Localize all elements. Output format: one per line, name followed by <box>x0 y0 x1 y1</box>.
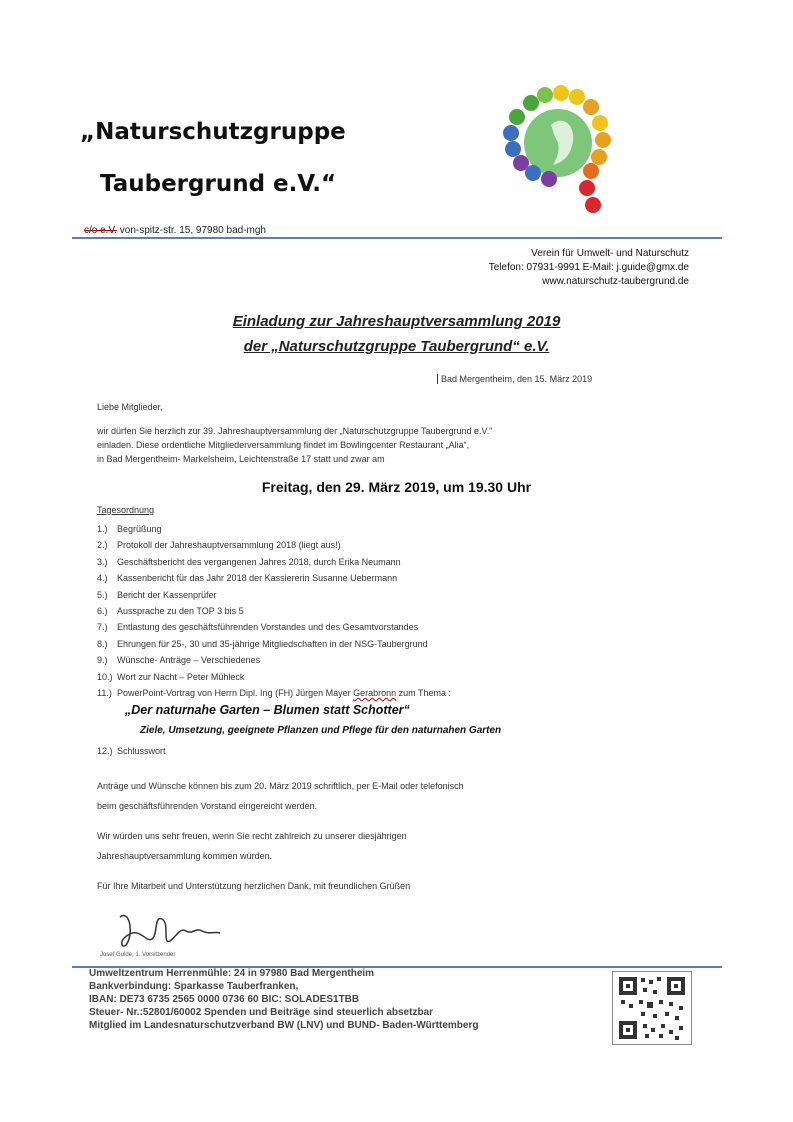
requests-paragraph: Anträge und Wünsche können bis zum 20. März 2019 schriftlich, per E-Mail oder telefonisch beim geschäftsführenden Vorstand eingereicht werden. <box>97 781 464 811</box>
contact-line: www.naturschutz-taubergrund.de <box>542 276 689 287</box>
agenda-item: 11.) PowerPoint-Vortrag von Herrn Dipl. Ing (FH) Jürgen Mayer Gerabronn zum Thema : <box>97 687 452 698</box>
agenda-item: 4.) Kassenbericht für das Jahr 2018 der Kassiererin Susanne Uebermann <box>97 573 398 584</box>
agenda-item: 1.) Begrüßung <box>97 524 162 534</box>
org-title-line1: „Naturschutzgruppe <box>80 119 346 145</box>
agenda-item-last: 12.) Schlusswort <box>97 746 166 756</box>
spellcheck-marked-word: Gerabronn <box>353 687 397 698</box>
agenda-item: 2.) Protokoll der Jahreshauptversammlung 2018 (liegt aus!) <box>97 540 341 551</box>
address-text: von-spitz-str. 15, 97980 bad-mgh <box>119 225 266 236</box>
agenda-item: 7.) Entlastung des geschäftsführenden Vorstandes und des Gesamtvorstandes <box>97 622 419 633</box>
qr-code-icon <box>612 971 692 1045</box>
closing-paragraph: Wir würden uns sehr freuen, wenn Sie recht zahlreich zu unserer diesjährigen Jahreshauptversammlung kommen würden. <box>97 831 407 861</box>
contact-line: Telefon: 07931-9991 E-Mail: j.guide@gmx.de <box>488 262 689 273</box>
contact-line: Verein für Umwelt- und Naturschutz <box>531 248 689 259</box>
invitation-heading-line2: der „Naturschutzgruppe Taubergrund“ e.V. <box>243 338 550 355</box>
agenda-item: 10.) Wort zur Nacht – Peter Mühleck <box>97 671 245 682</box>
agenda-item: 6.) Aussprache zu den TOP 3 bis 5 <box>97 605 244 616</box>
agenda-item: 5.) Bericht der Kassenprüfer <box>97 589 217 600</box>
agenda-item: 9.) Wünsche- Anträge – Verschiedenes <box>97 655 261 666</box>
intro-line: einladen. Diese ordentliche Mitgliederversammlung findet im Bowlingcenter Restaurant „Alia“, <box>97 440 470 450</box>
contact-block <box>489 247 689 289</box>
address-line <box>84 225 266 236</box>
footer-block: Umweltzentrum Herrenmühle: 24 in 97980 Bad Mergentheim Bankverbindung: Sparkasse Tauberfranken, IBAN: DE73 6735 2565 0000 0736 60 BIC: SOLADES1TBB Steuer- Nr.:52801/60002 Spenden und Beiträge sind steuerlich absetzbar Mitglied im Landesnaturschutzverband BW (LNV) und BUND- Baden-Württemberg <box>89 968 479 1031</box>
talk-subtitle: Ziele, Umsetzung, geeignete Pflanzen und Pflege für den naturnahen Garten <box>140 725 502 736</box>
intro-line: wir dürfen Sie herzlich zur 39. Jahreshauptversammlung der „Naturschutzgruppe Taubergrund e.V.“ <box>97 426 493 436</box>
address-struck: c/o e.V. <box>84 225 117 236</box>
invitation-heading-line1: Einladung zur Jahreshauptversammlung 2019 <box>232 313 561 330</box>
agenda-item: 3.) Geschäftsbericht des vergangenen Jahres 2018, durch Erika Neumann <box>97 556 401 567</box>
date-line: Bad Mergentheim, den 15. März 2019 <box>437 374 592 384</box>
agenda-heading: Tagesordnung <box>97 505 155 515</box>
agenda-list <box>97 521 697 701</box>
meeting-date: Freitag, den 29. März 2019, um 19.30 Uhr <box>261 479 532 495</box>
signature-name: Josef Gulde, 1. Vorsitzender <box>100 952 176 958</box>
salutation: Liebe Mitglieder, <box>97 402 163 412</box>
intro-line: in Bad Mergentheim- Markelsheim, Leichtenstraße 17 statt und zwar am <box>97 454 385 464</box>
organization-logo <box>503 85 623 225</box>
agenda-item: 8.) Ehrungen für 25-, 30 und 35-jährige Mitgliedschaften in der NSG-Taubergrund <box>97 638 428 649</box>
thanks-line: Für Ihre Mitarbeit und Unterstützung herzlichen Dank, mit freundlichen Grüßen <box>97 881 411 891</box>
intro-paragraph <box>97 424 667 466</box>
org-title-line2: Taubergrund e.V.“ <box>100 171 337 197</box>
handwritten-signature <box>100 905 240 955</box>
header-rule <box>72 237 722 239</box>
talk-title: „Der naturnahe Garten – Blumen statt Schotter“ <box>125 703 410 717</box>
